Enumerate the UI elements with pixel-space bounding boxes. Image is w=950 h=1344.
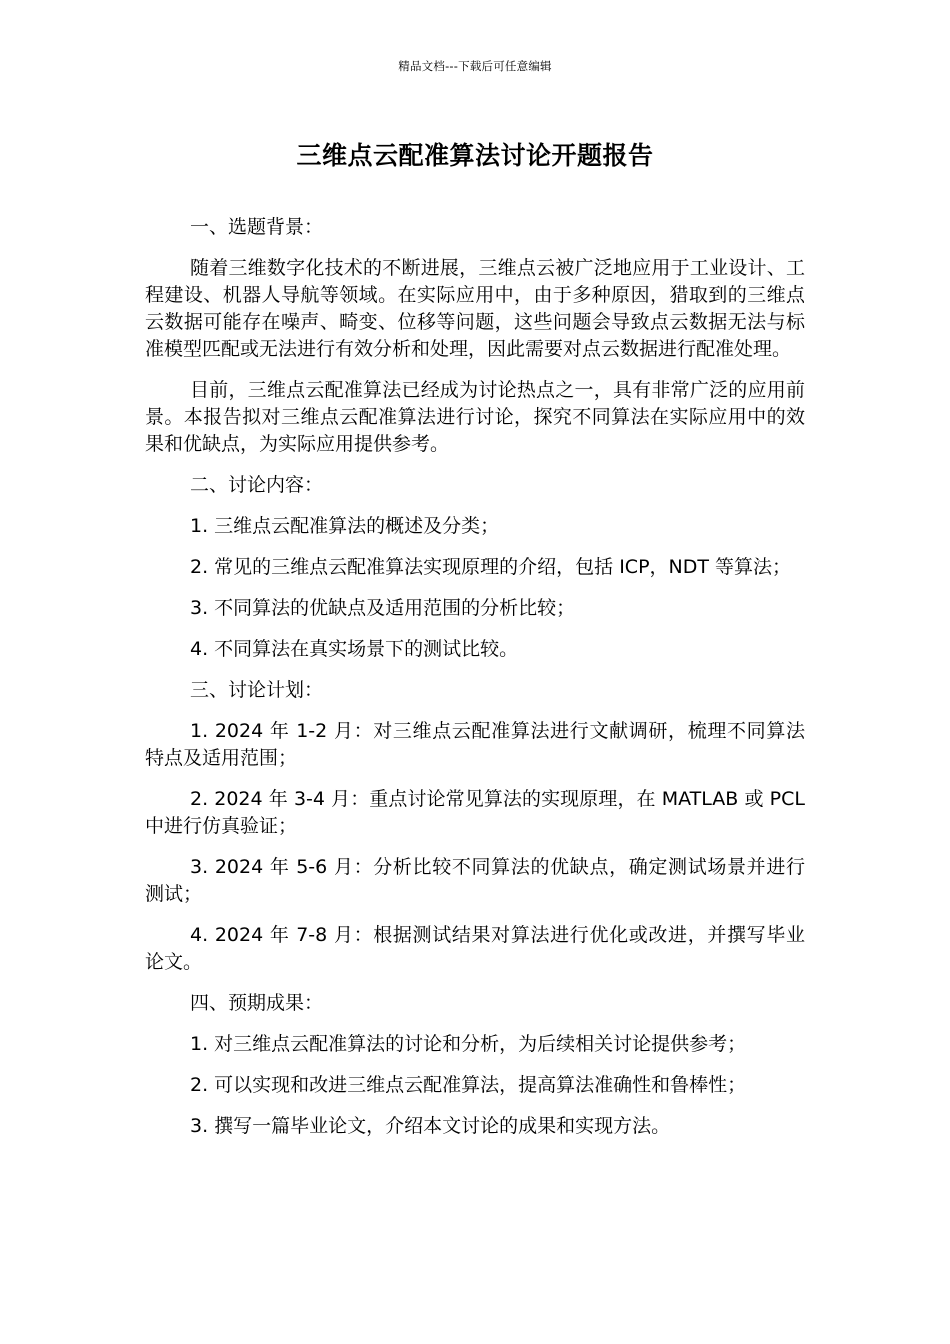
outcome-item-3: 3. 撰写一篇毕业论文，介绍本文讨论的成果和实现方法。	[190, 1115, 671, 1137]
page-header: 精品文档---下载后可任意编辑	[398, 59, 552, 73]
section-heading-plan: 三、讨论计划：	[190, 679, 324, 701]
plan-item-3: 3. 2024 年 5-6 月：分析比较不同算法的优缺点，确定测试场景并进行测试；	[145, 856, 805, 905]
plan-item-2: 2. 2024 年 3-4 月：重点讨论常见算法的实现原理，在 MATLAB 或 PCL 中进行仿真验证；	[145, 788, 805, 837]
content-item-4: 4. 不同算法在真实场景下的测试比较。	[190, 638, 519, 660]
content-item-2: 2. 常见的三维点云配准算法实现原理的介绍，包括 ICP，NDT 等算法；	[190, 556, 792, 578]
background-paragraph-1: 随着三维数字化技术的不断进展，三维点云被广泛地应用于工业设计、工程建设、机器人导航等领域。在实际应用中，由于多种原因，猎取到的三维点云数据可能存在噪声、畸变、位移等问题，这些问题会导致点云数据无法与标准模型匹配或无法进行有效分析和处理，因此需要对点云数据进行配准处理。	[145, 257, 805, 360]
document-body	[145, 214, 805, 1154]
content-item-3: 3. 不同算法的优缺点及适用范围的分析比较；	[190, 597, 576, 619]
section-heading-outcomes: 四、预期成果：	[190, 992, 324, 1014]
document-title: 三维点云配准算法讨论开题报告	[296, 141, 654, 170]
background-paragraph-2: 目前，三维点云配准算法已经成为讨论热点之一，具有非常广泛的应用前景。本报告拟对三维点云配准算法进行讨论，探究不同算法在实际应用中的效果和优缺点，为实际应用提供参考。	[145, 379, 805, 455]
section-heading-content: 二、讨论内容：	[190, 474, 324, 496]
content-item-1: 1. 三维点云配准算法的概述及分类；	[190, 515, 500, 537]
plan-item-1: 1. 2024 年 1-2 月：对三维点云配准算法进行文献调研，梳理不同算法特点及适用范围；	[145, 720, 805, 769]
outcome-item-2: 2. 可以实现和改进三维点云配准算法，提高算法准确性和鲁棒性；	[190, 1074, 747, 1096]
section-heading-background: 一、选题背景：	[190, 216, 324, 238]
outcome-item-1: 1. 对三维点云配准算法的讨论和分析，为后续相关讨论提供参考；	[190, 1033, 747, 1055]
plan-item-4: 4. 2024 年 7-8 月：根据测试结果对算法进行优化或改进，并撰写毕业论文。	[145, 924, 805, 973]
